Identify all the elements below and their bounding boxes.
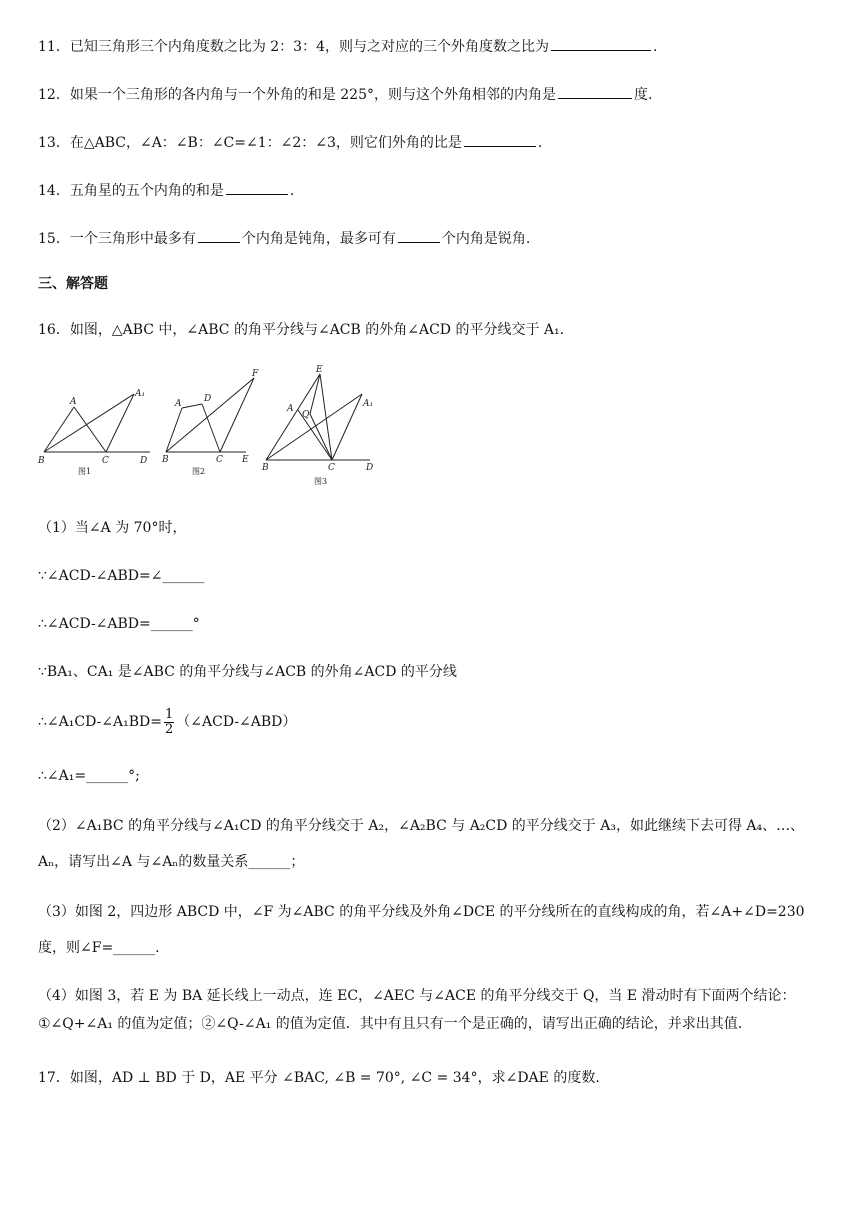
label-D: D xyxy=(366,463,374,473)
q16-step2: ∴∠ACD-∠ABD=______° xyxy=(38,616,200,632)
label-C: C xyxy=(328,463,335,473)
question-number: 16． xyxy=(38,322,70,338)
question-12: 12．如果一个三角形的各内角与一个外角的和是 225°，则与这个外角相邻的内角是 度. xyxy=(38,84,652,105)
figure-group xyxy=(30,362,390,488)
question-15: 15．一个三角形中最多有 个内角是钝角，最多可有 个内角是锐角. xyxy=(38,228,530,249)
question-text: 如果一个三角形的各内角与一个外角的和是 225°，则与这个外角相邻的内角是 xyxy=(69,87,556,103)
question-number: 15． xyxy=(38,231,70,247)
q16-part3-line1: （3）如图 2，四边形 ABCD 中，∠F 为∠ABC 的角平分线及外角∠DCE 的平分线所在的直线构成的角，若∠A+∠D=230 xyxy=(38,904,805,920)
answer-blank-2[interactable] xyxy=(398,228,440,243)
q16-part2-line1: （2）∠A₁BC 的角平分线与∠A₁CD 的角平分线交于 A₂，∠A₂BC 与 A₂CD 的平分线交于 A₃，如此继续下去可得 A₄、…、 xyxy=(38,818,805,834)
question-number: 13． xyxy=(38,135,70,151)
question-number: 17． xyxy=(38,1070,70,1086)
label-D: D xyxy=(140,456,148,466)
answer-blank[interactable] xyxy=(558,84,632,99)
label-C: C xyxy=(216,455,223,465)
q16-part3-line2: 度，则∠F=______. xyxy=(38,940,160,956)
figure-3-caption: 图3 xyxy=(314,477,328,486)
figure-2-caption: 图2 xyxy=(192,467,206,476)
label-B: B xyxy=(162,455,169,465)
q16-part4-line2: ①∠Q+∠A₁ 的值为定值；②∠Q-∠A₁ 的值为定值．其中有且只有一个是正确的，请写出正确的结论，并求出其值. xyxy=(38,1016,743,1032)
question-16-intro xyxy=(38,320,564,340)
label-B: B xyxy=(262,463,269,473)
label-F: F xyxy=(252,369,259,379)
q16-step4: ∴∠A₁CD-∠A₁BD= $\frac{1}{2}$ （∠ACD-∠ABD） xyxy=(38,706,297,737)
q16-part4-line1: （4）如图 3，若 E 为 BA 延长线上一动点，连 EC，∠AEC 与∠ACE 的角平分线交于 Q，当 E 滑动时有下面两个结论： xyxy=(38,988,796,1004)
label-D: D xyxy=(204,394,212,404)
label-C: C xyxy=(102,456,109,466)
label-A: A xyxy=(287,404,294,414)
question-11: 11．已知三角形三个内角度数之比为 2：3：4，则与之对应的三个外角度数之比为 . xyxy=(38,36,657,57)
question-13: 13．在△ABC，∠A：∠B：∠C=∠1：∠2：∠3，则它们外角的比是 . xyxy=(38,132,542,153)
question-text: 已知三角形三个内角度数之比为 2：3：4，则与之对应的三个外角度数之比为 xyxy=(69,39,549,55)
label-A1: A₁ xyxy=(363,399,374,409)
q16-step3: ∵BA₁、CA₁ 是∠ABC 的角平分线与∠ACB 的外角∠ACD 的平分线 xyxy=(38,664,457,680)
answer-blank[interactable] xyxy=(551,36,651,51)
label-Q: Q xyxy=(302,410,310,420)
question-text: 如图，△ABC 中，∠ABC 的角平分线与∠ACB 的外角∠ACD 的平分线交于 A₁. xyxy=(69,322,565,338)
q16-step1: ∵∠ACD-∠ABD=∠______ xyxy=(38,568,205,584)
label-B: B xyxy=(38,456,45,466)
label-A1: A₁ xyxy=(135,389,146,399)
question-17 xyxy=(38,1068,600,1088)
answer-blank[interactable] xyxy=(464,132,536,147)
question-text: 五角星的五个内角的和是 xyxy=(69,183,224,199)
q16-part2-line2: Aₙ，请写出∠A 与∠Aₙ的数量关系______； xyxy=(38,854,305,870)
question-number: 14． xyxy=(38,183,70,199)
question-text: 在△ABC，∠A：∠B：∠C=∠1：∠2：∠3，则它们外角的比是 xyxy=(69,135,462,151)
question-14: 14．五角星的五个内角的和是 . xyxy=(38,180,294,201)
fraction: $\frac{1}{2}$ xyxy=(164,706,174,737)
question-text: 如图，AD ⊥ BD 于 D，AE 平分 ∠BAC, ∠B = 70°, ∠C = 34°，求∠DAE 的度数. xyxy=(69,1070,600,1086)
question-number: 11． xyxy=(38,39,70,55)
label-A: A xyxy=(175,399,182,409)
answer-blank-1[interactable] xyxy=(198,228,240,243)
figure-1-caption: 图1 xyxy=(78,467,92,476)
section-heading: 三、解答题 xyxy=(38,276,108,292)
answer-blank[interactable] xyxy=(226,180,288,195)
q16-part1-heading: （1）当∠A 为 70°时， xyxy=(38,520,187,536)
question-number: 12． xyxy=(38,87,70,103)
label-E: E xyxy=(316,365,323,375)
label-E: E xyxy=(242,455,249,465)
q16-step5: ∴∠A₁=______°; xyxy=(38,768,140,784)
label-A: A xyxy=(70,397,77,407)
